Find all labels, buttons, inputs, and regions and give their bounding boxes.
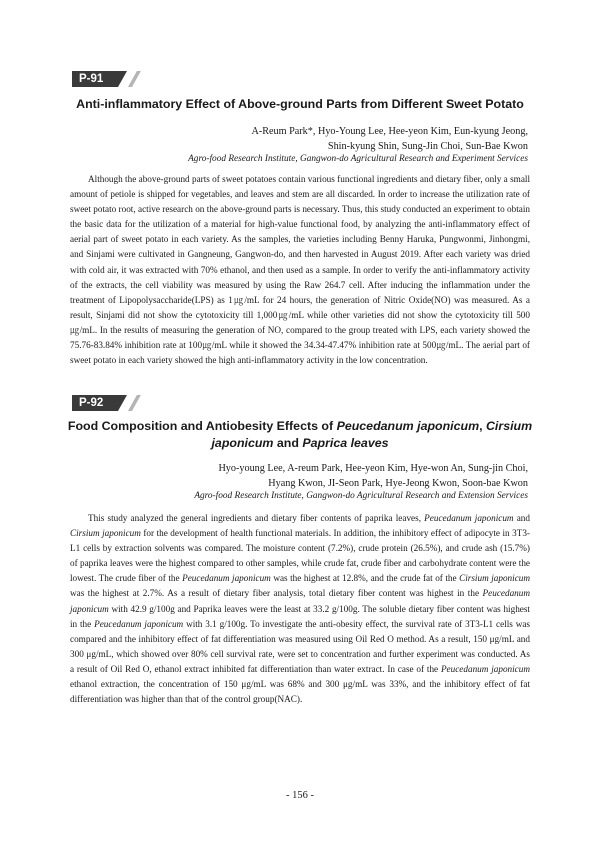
text-run: , xyxy=(479,419,486,433)
italic-term: Cirsium japonicum xyxy=(459,573,531,584)
abstract-text xyxy=(70,511,530,707)
text-run: was the highest at 2.7%. As a result of dietary fiber analysis, total dietary fiber content was highest in the xyxy=(70,588,483,599)
italic-term: Peucedanum japonicum xyxy=(336,419,480,433)
italic-term: Peucedanum japonicum xyxy=(424,513,514,523)
text-run: with 3.1 g/100g. To investigate the anti-obesity effect, the survival rate of 3T3-L1 cells was compared and the inhibitory effect of fat differentiation was measured using Oil Red O method. As a result, 150 μg/mL and 300 μg/mL, which showed over 80% cell survival rate, were set to concentration and further experiment was conducted. As a result of Oil Red O, ethanol extract inhibited fat differentiation than water extract. In case of the xyxy=(70,618,530,674)
text-run: for the development of health functional materials. In addition, the inhibitory effect of adipocyte in 3T3-L1 cells by extraction solvents was compared. The moisture content (7.2%), crude protein (26.5%), and crude ash (15.7%) of paprika leaves were the highest compared to other samples, while crude fat, crude fiber and carbohydrate content were the lowest. The crude fiber of the xyxy=(70,528,530,584)
text-run: Although the above-ground parts of sweet potatoes contain various functional ingredients and dietary fiber, only a small amount of petiole is shipped for vegetables, and leaves and stem are all discarded. In order to increase the utilization rate of sweet potato root, active research on the above-ground parts is necessary. Thus, this study conducted an experiment to obtain the basic data for the utilization of a material for high-value functional food, by analyzing the anti-inflammatory effect of aerial part of sweet potato in each variety. As the samples, the varieties including Benny Haruka, Pungwonmi, Jinhongmi, and Sinjami were cultivated in Gangneung, Gangwon-do, and then harvested in August 2019. After each variety was dried with cold air, it was extracted with 70% ethanol, and then used as a sample. In order to verify the anti-inflammatory activity of the extracts, the cell viability was measured by using the Raw 264.7 cell. After inducing the inflammation under the treatment of Lipopolysaccharide(LPS) as 1㎍/mL for 24 hours, the generation of Nitric Oxide(NO) was measured. As a result, Sinjami did not show the cytotoxicity till 1,000㎍/mL while other varieties did not show the cytotoxicity till 500㎍/mL. In the results of measuring the generation of NO, compared to the group treated with LPS, each variety showed the 75.76-83.84% inhibition rate at 100㎍/mL while it showed the 34.34-47.47% inhibition rate at 500㎍/mL. The aerial part of sweet potato in each variety showed the high anti-inflammatory activity in the low concentration. xyxy=(70,174,530,366)
italic-term: Peucedanum japonicum xyxy=(94,618,184,629)
author-list xyxy=(108,124,528,154)
text-run: and xyxy=(273,436,303,450)
paper-title xyxy=(60,418,540,452)
italic-term: Cirsium japonicum xyxy=(211,419,533,450)
italic-term: Peucedanum japonicum xyxy=(70,588,530,614)
paper-title: Anti-inflammatory Effect of Above-ground Parts from Different Sweet Potato xyxy=(76,97,524,111)
author-line: A-Reum Park*, Hyo-Young Lee, Hee-yeon Kim, Eun-kyung Jeong, xyxy=(251,126,528,137)
italic-term: Peucedanum japonicum xyxy=(440,663,530,674)
page-number: - 156 - xyxy=(286,790,314,801)
author-line: Hyang Kwon, JI-Seon Park, Hye-Jeong Kwon, Soon-bae Kwon xyxy=(268,478,528,489)
italic-term: Cirsium japonicum xyxy=(70,528,141,539)
author-line: Shin-kyung Shin, Sung-Jin Choi, Sun-Bae Kwon xyxy=(327,141,528,152)
italic-term: Paprica leaves xyxy=(302,436,389,450)
poster-number-tag: P-92 xyxy=(72,395,118,411)
text-run: and xyxy=(513,513,530,523)
italic-term: Peucedanum japonicum xyxy=(182,573,271,584)
author-list xyxy=(108,461,528,491)
abstract-text xyxy=(70,172,530,368)
text-run: with 42.9 g/100g and Paprika leaves were the least at 33.2 g/100g. The soluble dietary fiber content was highest in the xyxy=(70,603,530,629)
text-run: This study analyzed the general ingredients and dietary fiber contents of paprika leaves, xyxy=(88,513,425,523)
poster-number-tag: P-91 xyxy=(72,71,118,87)
text-run: Food Composition and Antiobesity Effects of xyxy=(67,419,337,433)
text-run: ethanol extraction, the concentration of 150 μg/mL was 68% and 300 μg/mL was 33%, and the inhibitory effect of fat differentiation was higher than that of the control group(NAC). xyxy=(70,679,530,705)
text-run: was the highest at 12.8%, and the crude fat of the xyxy=(270,573,460,584)
affiliation: Agro-food Research Institute, Gangwon-do Agricultural Research and Experiment Services xyxy=(188,154,528,164)
affiliation: Agro-food Research Institute, Gangwon-do Agricultural Research and Extension Services xyxy=(194,491,528,501)
author-line: Hyo-young Lee, A-reum Park, Hee-yeon Kim, Hye-won An, Sung-jin Choi, xyxy=(218,463,528,474)
